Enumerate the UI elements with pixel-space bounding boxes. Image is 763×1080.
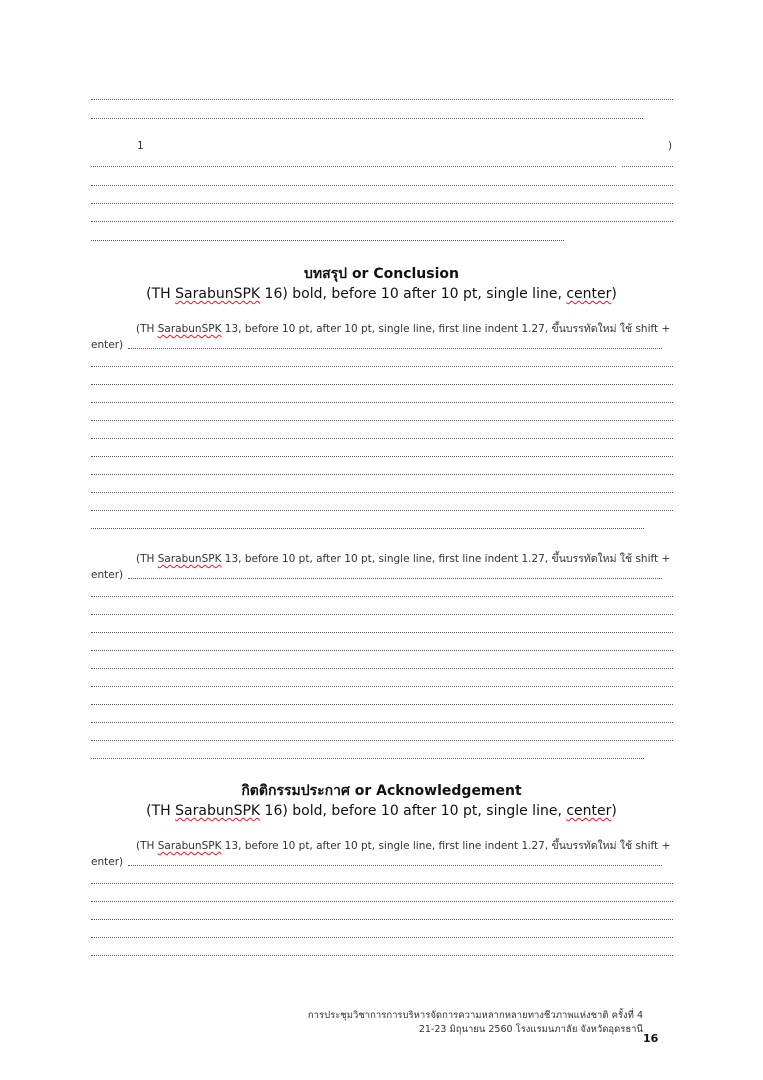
dotted-line	[91, 203, 673, 204]
dotted-line	[91, 528, 644, 529]
dotted-line	[91, 221, 673, 222]
dotted-line	[91, 99, 673, 100]
footer-conference: การประชุมวิชาการการบริหารจัดการความหลากหลายทางชีวภาพแห่งชาติ ครั้งที่ 4	[307, 1010, 643, 1021]
dotted-line	[91, 740, 673, 741]
dotted-line	[91, 919, 673, 920]
dotted-line	[91, 166, 616, 167]
dotted-line	[91, 118, 643, 119]
conclusion-format-note: (TH SarabunSPK 16) bold, before 10 after 10 pt, single line, center)	[146, 286, 617, 302]
dotted-line	[91, 758, 644, 759]
enter-label: enter)	[91, 339, 124, 351]
dotted-line	[91, 596, 673, 597]
enter-label: enter)	[91, 569, 124, 581]
dotted-line	[91, 704, 673, 705]
dotted-line	[91, 438, 673, 439]
dotted-line	[622, 166, 673, 167]
dotted-line	[128, 578, 662, 579]
paragraph-format-note: (TH SarabunSPK 13, before 10 pt, after 10 pt, single line, first line indent 1.27, ขึ้นบรรทัดใหม่ ใช้ shift +	[136, 323, 671, 335]
dotted-line	[91, 402, 673, 403]
dotted-line	[91, 420, 673, 421]
dotted-line	[91, 456, 673, 457]
page-number: 16	[643, 1032, 659, 1045]
dotted-line	[91, 668, 673, 669]
dotted-line	[91, 901, 673, 902]
marker-right: )	[668, 140, 673, 152]
dotted-line	[128, 348, 662, 349]
dotted-line	[91, 185, 673, 186]
dotted-line	[91, 686, 673, 687]
acknowledgement-title: กิตติกรรมประกาศ or Acknowledgement	[241, 783, 522, 799]
dotted-line	[91, 883, 673, 884]
dotted-line	[91, 240, 564, 241]
dotted-line	[91, 510, 673, 511]
dotted-line	[91, 366, 673, 367]
dotted-line	[91, 632, 673, 633]
dotted-line	[91, 937, 673, 938]
footer-date-venue: 21-23 มิถุนายน 2560 โรงแรมนภาลัย จังหวัดอุดรธานี	[418, 1024, 643, 1035]
dotted-line	[128, 865, 662, 866]
paragraph-format-note: (TH SarabunSPK 13, before 10 pt, after 10 pt, single line, first line indent 1.27, ขึ้นบรรทัดใหม่ ใช้ shift +	[136, 553, 671, 565]
dotted-line	[91, 650, 673, 651]
dotted-line	[91, 614, 673, 615]
dotted-line	[91, 384, 673, 385]
dotted-line	[91, 474, 673, 475]
dotted-line	[91, 722, 673, 723]
marker-left: 1	[137, 140, 144, 152]
dotted-line	[91, 492, 673, 493]
enter-label: enter)	[91, 856, 124, 868]
paragraph-format-note: (TH SarabunSPK 13, before 10 pt, after 10 pt, single line, first line indent 1.27, ขึ้นบรรทัดใหม่ ใช้ shift +	[136, 840, 671, 852]
acknowledgement-format-note: (TH SarabunSPK 16) bold, before 10 after 10 pt, single line, center)	[146, 803, 617, 819]
conclusion-title: บทสรุป or Conclusion	[304, 266, 459, 282]
dotted-line	[91, 955, 673, 956]
